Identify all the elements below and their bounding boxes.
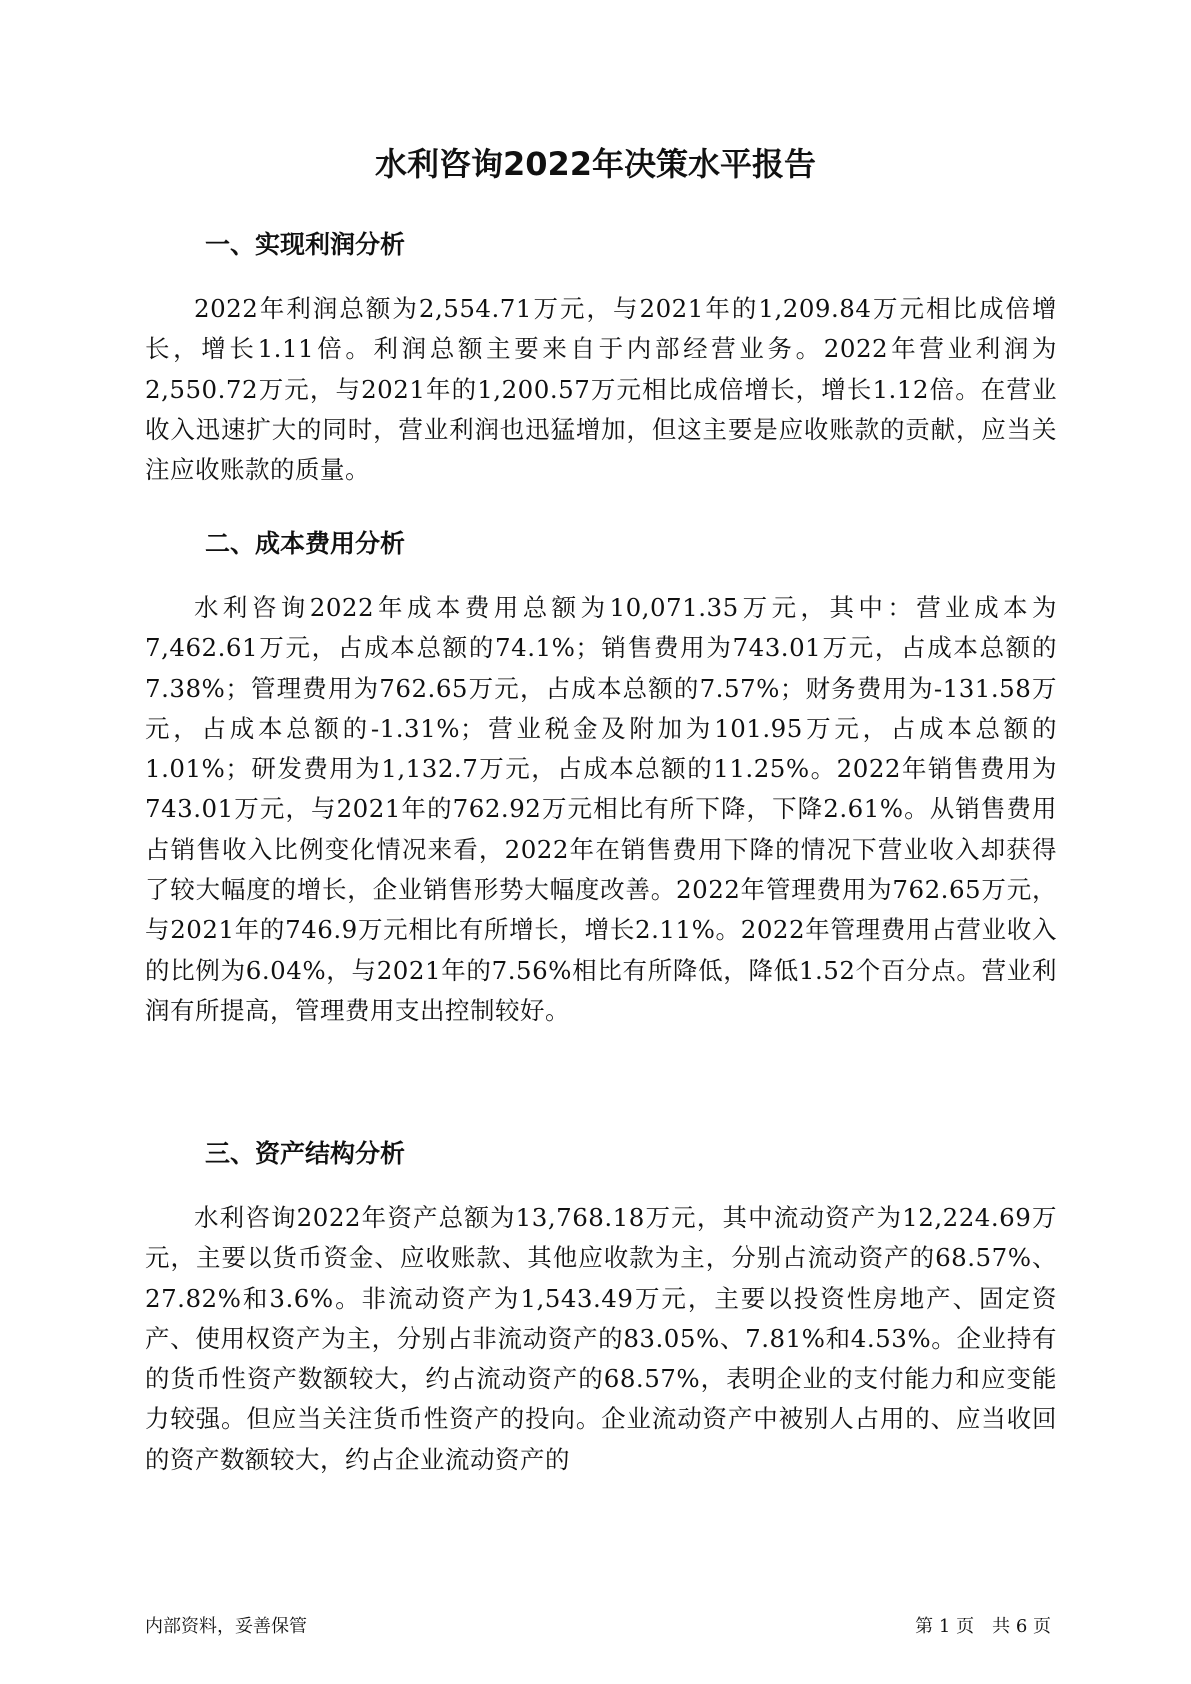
section-paragraph-cost: 水利咨询2022年成本费用总额为10,071.35万元，其中：营业成本为7,462.61万元，占成本总额的74.1%；销售费用为743.01万元，占成本总额的7.38%；管理费用为762.65万元，占成本总额的7.57%；财务费用为-131.58万元，占成本总额的-1.31%；营业税金及附加为101.95万元，占成本总额的1.01%；研发费用为1,132.7万元，占成本总额的11.25%。2022年销售费用为743.01万元，与2021年的762.92万元相比有所下降，下降2.61%。从销售费用占销售收入比例变化情况来看，2022年在销售费用下降的情况下营业收入却获得了较大幅度的增长，企业销售形势大幅度改善。2022年管理费用为762.65万元，与2021年的746.9万元相比有所增长，增长2.11%。2022年管理费用占营业收入的比例为6.04%，与2021年的7.56%相比有所降低，降低1.52个百分点。营业利润有所提高，管理费用支出控制较好。: [145, 593, 1057, 1025]
document-title: 水利咨询2022年决策水平报告: [374, 145, 817, 183]
footer-confidential-note: 内部资料，妥善保管: [145, 1616, 307, 1637]
section-heading-assets: 三、资产结构分析: [205, 1139, 406, 1168]
page-label-suffix: 页: [1033, 1616, 1051, 1637]
section-heading-profit: 一、实现利润分析: [205, 230, 406, 259]
footer-page-number: [915, 1614, 1051, 1640]
page-total: 6: [1015, 1616, 1028, 1637]
section-paragraph-profit: 2022年利润总额为2,554.71万元，与2021年的1,209.84万元相比成倍增长，增长1.11倍。利润总额主要来自于内部经营业务。2022年营业利润为2,550.72万元，与2021年的1,200.57万元相比成倍增长，增长1.12倍。在营业收入迅速扩大的同时，营业利润也迅猛增加，但这主要是应收账款的贡献，应当关注应收账款的质量。: [145, 294, 1057, 485]
section-heading-cost: 二、成本费用分析: [205, 529, 406, 558]
page-label-mid: 页 共: [956, 1616, 1011, 1637]
page-current: 1: [938, 1616, 951, 1637]
page-label-prefix: 第: [915, 1616, 934, 1637]
section-paragraph-assets: 水利咨询2022年资产总额为13,768.18万元，其中流动资产为12,224.69万元，主要以货币资金、应收账款、其他应收款为主，分别占流动资产的68.57%、27.82%和3.6%。非流动资产为1,543.49万元，主要以投资性房地产、固定资产、使用权资产为主，分别占非流动资产的83.05%、7.81%和4.53%。企业持有的货币性资产数额较大，约占流动资产的68.57%，表明企业的支付能力和应变能力较强。但应当关注货币性资产的投向。企业流动资产中被别人占用的、应当收回的资产数额较大，约占企业流动资产的: [145, 1203, 1057, 1474]
